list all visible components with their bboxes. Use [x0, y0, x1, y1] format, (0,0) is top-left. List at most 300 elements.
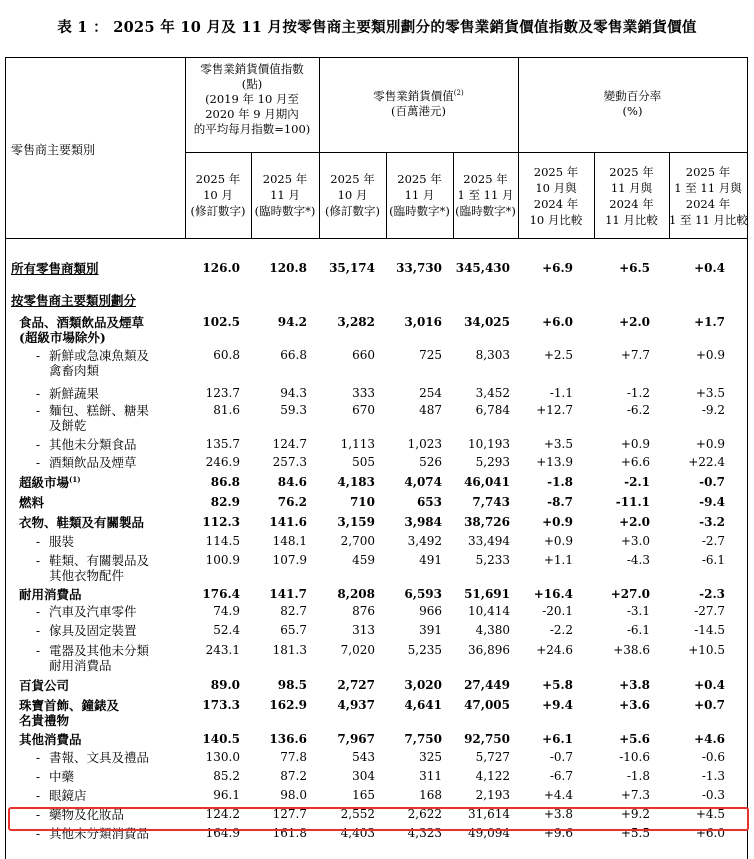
value-cell: 81.6: [213, 403, 240, 417]
header-bottom-rule: [5, 238, 748, 239]
bullet-dash: -: [35, 643, 41, 658]
value-cell: -4.3: [626, 553, 650, 567]
value-cell: 36,896: [468, 643, 510, 657]
row-label-text: 酒類飲品及煙草: [49, 455, 137, 470]
bullet-dash: -: [35, 788, 41, 803]
row-label-line: [27, 807, 124, 822]
bullet-dash: -: [35, 604, 41, 619]
value-cell: +0.9: [620, 437, 650, 451]
header-line: 2024 年: [609, 197, 654, 211]
row-label-line: [19, 475, 81, 490]
header-line: 變動百分率: [603, 89, 662, 103]
row-label-line: [27, 604, 137, 619]
row-label-text: 珠寶首飾、鐘錶及: [19, 698, 120, 713]
row-label: [19, 495, 44, 510]
value-cell: +0.4: [694, 261, 725, 275]
value-cell: +4.5: [695, 807, 725, 821]
row-label-line: [27, 418, 149, 433]
row-label-line: [27, 623, 137, 638]
header-line: 10 月與: [535, 181, 577, 195]
row-label: [27, 788, 87, 803]
row-label-text: 食品、酒類飲品及煙草: [19, 315, 145, 330]
value-cell: 135.7: [205, 437, 240, 451]
header-line: 2020 年 9 月期內: [205, 107, 299, 121]
value-cell: 6,784: [475, 403, 510, 417]
row-label-text: 衣物、鞋類及有關製品: [19, 515, 145, 530]
value-cell: 5,293: [475, 455, 510, 469]
value-cell: -2.7: [701, 534, 725, 548]
row-label: [19, 698, 119, 728]
header-line: (修訂數字): [325, 204, 380, 218]
value-cell: 126.0: [202, 261, 240, 275]
column-header-7: [594, 164, 669, 228]
value-cell: 505: [352, 455, 375, 469]
value-cell: 345,430: [455, 261, 510, 275]
value-cell: 3,492: [407, 534, 442, 548]
table-top-border: [5, 57, 748, 58]
value-cell: 311: [419, 769, 442, 783]
value-cell: -27.7: [694, 604, 725, 618]
value-cell: 123.7: [205, 386, 240, 400]
value-cell: 52.4: [213, 623, 240, 637]
row-label: [19, 315, 144, 345]
row-label-text: 其他未分類消費品: [49, 826, 150, 841]
header-line: 的平均每月指數=100): [193, 122, 311, 136]
value-cell: -0.7: [699, 475, 725, 489]
row-label-line: [27, 826, 149, 841]
value-cell: -2.2: [549, 623, 573, 637]
row-label-line: [27, 534, 74, 549]
row-label-text: 麵包、糕餅、糖果: [49, 403, 150, 418]
value-cell: 7,743: [472, 495, 510, 509]
value-cell: +27.0: [610, 587, 650, 601]
value-cell: 670: [352, 403, 375, 417]
row-label: [27, 348, 149, 378]
row-label-text: 百貨公司: [19, 678, 70, 693]
value-cell: +0.9: [543, 534, 573, 548]
row-label-line: [19, 678, 69, 693]
row-label-line: [19, 330, 144, 345]
bullet-dash: -: [35, 769, 41, 784]
value-cell: 66.8: [280, 348, 307, 362]
value-cell: 51,691: [464, 587, 510, 601]
row-label: [27, 455, 137, 470]
row-label-text: 耐用消費品: [49, 658, 112, 673]
row-label: [27, 769, 74, 784]
value-cell: 141.6: [269, 515, 307, 529]
row-label-text: 其他衣物配件: [49, 568, 125, 583]
value-cell: -20.1: [542, 604, 573, 618]
value-cell: 35,174: [329, 261, 375, 275]
value-cell: 82.7: [280, 604, 307, 618]
value-cell: 491: [419, 553, 442, 567]
row-label: [19, 587, 82, 602]
value-cell: +13.9: [536, 455, 573, 469]
table-right-border: [747, 57, 748, 859]
value-cell: -11.1: [615, 495, 650, 509]
value-cell: +3.8: [543, 807, 573, 821]
row-label-text: 傢具及固定裝置: [49, 623, 137, 638]
header-line: (臨時數字*): [455, 204, 516, 218]
value-cell: +24.6: [536, 643, 573, 657]
value-cell: 84.6: [277, 475, 307, 489]
value-cell: -6.1: [701, 553, 725, 567]
value-cell: -2.3: [699, 587, 725, 601]
column-header-5: [453, 171, 518, 219]
value-cell: 60.8: [213, 348, 240, 362]
row-label: [27, 534, 74, 549]
value-cell: 102.5: [202, 315, 240, 329]
header-line: 2024 年: [533, 197, 579, 211]
value-cell: 47,005: [464, 698, 510, 712]
value-cell: +1.1: [543, 553, 573, 567]
value-cell: 7,020: [340, 643, 375, 657]
value-cell: 7,967: [337, 732, 375, 746]
value-cell: +7.7: [620, 348, 650, 362]
value-cell: +4.6: [694, 732, 725, 746]
value-cell: 10,193: [468, 437, 510, 451]
value-cell: 168: [419, 788, 442, 802]
row-label-line: [19, 698, 119, 713]
row-label: [11, 293, 136, 308]
value-cell: 8,208: [337, 587, 375, 601]
row-label-text: 服裝: [49, 534, 75, 549]
value-cell: 164.9: [205, 826, 240, 840]
column-header-2: [251, 171, 319, 219]
column-header-4: [386, 171, 453, 219]
value-cell: 89.0: [210, 678, 240, 692]
value-cell: 4,380: [475, 623, 510, 637]
value-cell: +0.7: [694, 698, 725, 712]
bullet-dash: -: [35, 534, 41, 549]
value-cell: -0.6: [701, 750, 725, 764]
value-cell: 127.7: [272, 807, 307, 821]
value-cell: 165: [352, 788, 375, 802]
value-cell: +12.7: [536, 403, 573, 417]
row-label-text: 耐用消費品: [19, 587, 82, 602]
value-cell: 876: [352, 604, 375, 618]
header-line: 零售業銷貨價值指數: [200, 62, 304, 76]
row-label: [27, 623, 137, 638]
value-cell: 85.2: [213, 769, 240, 783]
row-label-text: 鞋類、有關製品及: [49, 553, 150, 568]
header-line: 2025 年: [397, 172, 442, 186]
row-label-line: [11, 293, 136, 308]
table-left-border: [5, 57, 6, 859]
column-header-8: [669, 164, 747, 228]
header-line: 1 至 11 月比較: [669, 213, 748, 227]
bullet-dash: -: [35, 386, 41, 401]
bullet-dash: -: [35, 455, 41, 470]
value-cell: 136.6: [269, 732, 307, 746]
value-cell: 173.3: [202, 698, 240, 712]
row-label-text: 所有零售商類別: [11, 261, 99, 276]
header-line: 2025 年: [195, 172, 241, 186]
row-label-text: 名貴禮物: [19, 713, 70, 728]
bullet-dash: -: [35, 623, 41, 638]
value-cell: 2,727: [337, 678, 375, 692]
value-cell: 130.0: [205, 750, 240, 764]
value-cell: +0.4: [694, 678, 725, 692]
header-line: 2024 年: [685, 197, 731, 211]
row-label: [27, 553, 149, 583]
value-cell: 10,414: [468, 604, 510, 618]
header-line: 2025 年: [330, 172, 375, 186]
value-cell: 5,233: [475, 553, 510, 567]
header-line: (修訂數字): [190, 204, 246, 218]
value-cell: -0.3: [701, 788, 725, 802]
value-cell: +2.0: [619, 515, 650, 529]
value-cell: 459: [352, 553, 375, 567]
value-cell: 38,726: [464, 515, 510, 529]
header-line: 10 月: [203, 188, 233, 202]
value-cell: 246.9: [205, 455, 240, 469]
value-cell: -1.8: [626, 769, 650, 783]
header-line: 11 月: [270, 188, 300, 202]
value-group-header: [319, 89, 518, 119]
value-cell: 94.2: [277, 315, 307, 329]
value-cell: +6.6: [620, 455, 650, 469]
bullet-dash: -: [35, 826, 41, 841]
value-cell: -3.1: [626, 604, 650, 618]
value-cell: 98.5: [277, 678, 307, 692]
row-label-line: [27, 348, 149, 363]
value-cell: +3.6: [619, 698, 650, 712]
row-label-text: (超級市場除外): [19, 330, 106, 345]
header-line: (2019 年 10 月至: [205, 92, 299, 106]
value-cell: 86.8: [210, 475, 240, 489]
row-label: [19, 678, 69, 693]
row-label: [27, 604, 137, 619]
header-line: 10 月: [337, 188, 368, 202]
value-cell: 254: [419, 386, 442, 400]
value-cell: 114.5: [205, 534, 240, 548]
row-label-text: 其他未分類食品: [49, 437, 137, 452]
row-label-line: [27, 403, 149, 418]
header-line: 零售業銷貨價值$^{(2)}$: [373, 89, 464, 103]
header-line: 2025 年: [262, 172, 308, 186]
row-label-line: [19, 515, 144, 530]
value-cell: 3,016: [404, 315, 442, 329]
value-cell: 3,984: [404, 515, 442, 529]
row-label: [27, 750, 149, 765]
value-cell: +0.9: [542, 515, 573, 529]
value-cell: +6.0: [542, 315, 573, 329]
value-cell: 3,020: [404, 678, 442, 692]
value-cell: 3,159: [337, 515, 375, 529]
value-cell: 966: [419, 604, 442, 618]
value-cell: +5.8: [542, 678, 573, 692]
value-cell: +7.3: [620, 788, 650, 802]
row-label-line: [27, 363, 149, 378]
row-label-text: 及餅乾: [49, 418, 87, 433]
value-cell: 6,593: [404, 587, 442, 601]
value-cell: 100.9: [205, 553, 240, 567]
value-cell: +16.4: [533, 587, 573, 601]
value-cell: 4,323: [407, 826, 442, 840]
value-cell: 161.8: [272, 826, 307, 840]
header-line: (%): [622, 104, 643, 118]
value-cell: +22.4: [688, 455, 725, 469]
row-label: [27, 386, 99, 401]
value-cell: +9.4: [542, 698, 573, 712]
value-cell: 49,094: [468, 826, 510, 840]
value-cell: -8.7: [547, 495, 573, 509]
value-cell: 59.3: [280, 403, 307, 417]
row-label-text: 藥物及化妝品: [49, 807, 125, 822]
row-label-line: [19, 495, 44, 510]
value-cell: 4,122: [475, 769, 510, 783]
row-label: [27, 807, 124, 822]
bullet-dash: -: [35, 437, 41, 452]
value-cell: -3.2: [699, 515, 725, 529]
value-cell: 4,183: [337, 475, 375, 489]
column-header-3: [319, 171, 386, 219]
header-line: 2025 年: [609, 165, 654, 179]
row-label-text: 按零售商主要類別劃分: [11, 293, 137, 308]
value-cell: +9.6: [543, 826, 573, 840]
value-cell: 124.2: [205, 807, 240, 821]
value-cell: 124.7: [272, 437, 307, 451]
value-cell: -1.8: [547, 475, 573, 489]
value-cell: 660: [352, 348, 375, 362]
value-cell: +0.9: [695, 348, 725, 362]
value-cell: 87.2: [280, 769, 307, 783]
header-line: 1 至 11 月與: [674, 181, 742, 195]
value-cell: 4,937: [337, 698, 375, 712]
row-label-line: [27, 643, 149, 658]
value-cell: 74.9: [213, 604, 240, 618]
value-cell: 257.3: [272, 455, 307, 469]
value-cell: 2,622: [407, 807, 442, 821]
row-label-line: [27, 455, 137, 470]
header-line: 1 至 11 月: [457, 188, 514, 202]
change-group-header: [518, 89, 747, 119]
row-label: [27, 643, 149, 673]
value-cell: -6.7: [549, 769, 573, 783]
bullet-dash: -: [35, 553, 41, 568]
value-cell: 140.5: [202, 732, 240, 746]
row-label: [19, 475, 81, 490]
value-cell: +5.5: [620, 826, 650, 840]
value-cell: 76.2: [277, 495, 307, 509]
header-line: 11 月比較: [605, 213, 658, 227]
header-line: (臨時數字*): [254, 204, 316, 218]
value-cell: 112.3: [202, 515, 240, 529]
bullet-dash: -: [35, 750, 41, 765]
row-label-text: 新鮮或急凍魚類及: [49, 348, 150, 363]
value-cell: -9.2: [701, 403, 725, 417]
row-label-line: [19, 587, 82, 602]
value-cell: 653: [416, 495, 442, 509]
value-cell: 96.1: [213, 788, 240, 802]
value-cell: 92,750: [464, 732, 510, 746]
row-label-text: 中藥: [49, 769, 75, 784]
value-cell: 77.8: [280, 750, 307, 764]
value-cell: +6.5: [619, 261, 650, 275]
row-label-line: [19, 315, 144, 330]
value-cell: 333: [352, 386, 375, 400]
retail-sales-table: [5, 57, 748, 859]
value-cell: 7,750: [404, 732, 442, 746]
value-cell: 1,113: [340, 437, 375, 451]
value-cell: +5.6: [619, 732, 650, 746]
value-cell: +38.6: [613, 643, 650, 657]
row-label-text: 超級市場$^{(1)}$: [19, 474, 81, 490]
row-label-text: 禽畜肉類: [49, 363, 100, 378]
value-cell: 181.3: [272, 643, 307, 657]
row-label: [27, 403, 149, 433]
value-cell: 2,193: [475, 788, 510, 802]
bullet-dash: -: [35, 403, 41, 418]
value-cell: +6.9: [542, 261, 573, 275]
value-cell: 141.7: [269, 587, 307, 601]
header-line: 2025 年: [685, 165, 731, 179]
value-cell: 543: [352, 750, 375, 764]
value-cell: -9.4: [699, 495, 725, 509]
value-cell: 162.9: [269, 698, 307, 712]
value-cell: +10.5: [688, 643, 725, 657]
value-cell: 487: [419, 403, 442, 417]
value-cell: 27,449: [464, 678, 510, 692]
row-label-text: 其他消費品: [19, 732, 82, 747]
row-label-line: [19, 713, 119, 728]
row-label-line: [27, 769, 74, 784]
value-cell: 8,303: [475, 348, 510, 362]
value-cell: +9.2: [620, 807, 650, 821]
value-cell: 82.9: [210, 495, 240, 509]
row-label-text: 燃料: [19, 495, 45, 510]
value-cell: 304: [352, 769, 375, 783]
header-line: (點): [241, 77, 263, 91]
value-cell: +3.5: [543, 437, 573, 451]
value-cell: +1.7: [694, 315, 725, 329]
row-label: [19, 515, 144, 530]
row-label-line: [27, 386, 99, 401]
value-cell: +6.0: [695, 826, 725, 840]
value-cell: 710: [349, 495, 375, 509]
value-cell: 33,730: [396, 261, 442, 275]
index-group-header: [185, 62, 319, 137]
value-cell: 5,727: [475, 750, 510, 764]
row-label: [27, 437, 137, 452]
value-cell: +3.5: [695, 386, 725, 400]
value-cell: 2,552: [340, 807, 375, 821]
value-cell: 34,025: [464, 315, 510, 329]
value-cell: 3,452: [475, 386, 510, 400]
value-cell: 31,614: [468, 807, 510, 821]
value-cell: 391: [419, 623, 442, 637]
value-cell: -6.2: [626, 403, 650, 417]
value-cell: 65.7: [280, 623, 307, 637]
value-cell: 2,700: [340, 534, 375, 548]
row-label-line: [27, 750, 149, 765]
value-cell: 94.3: [280, 386, 307, 400]
value-cell: 98.0: [280, 788, 307, 802]
value-cell: 120.8: [269, 261, 307, 275]
value-cell: +2.5: [543, 348, 573, 362]
value-cell: -2.1: [624, 475, 650, 489]
row-label-line: [27, 553, 149, 568]
value-cell: -0.7: [549, 750, 573, 764]
row-label-line: [27, 658, 149, 673]
header-line: 10 月比較: [529, 213, 583, 227]
value-cell: 176.4: [202, 587, 240, 601]
value-cell: 325: [419, 750, 442, 764]
header-line: 11 月與: [610, 181, 653, 195]
header-line: 2025 年: [533, 165, 579, 179]
value-cell: 3,282: [337, 315, 375, 329]
